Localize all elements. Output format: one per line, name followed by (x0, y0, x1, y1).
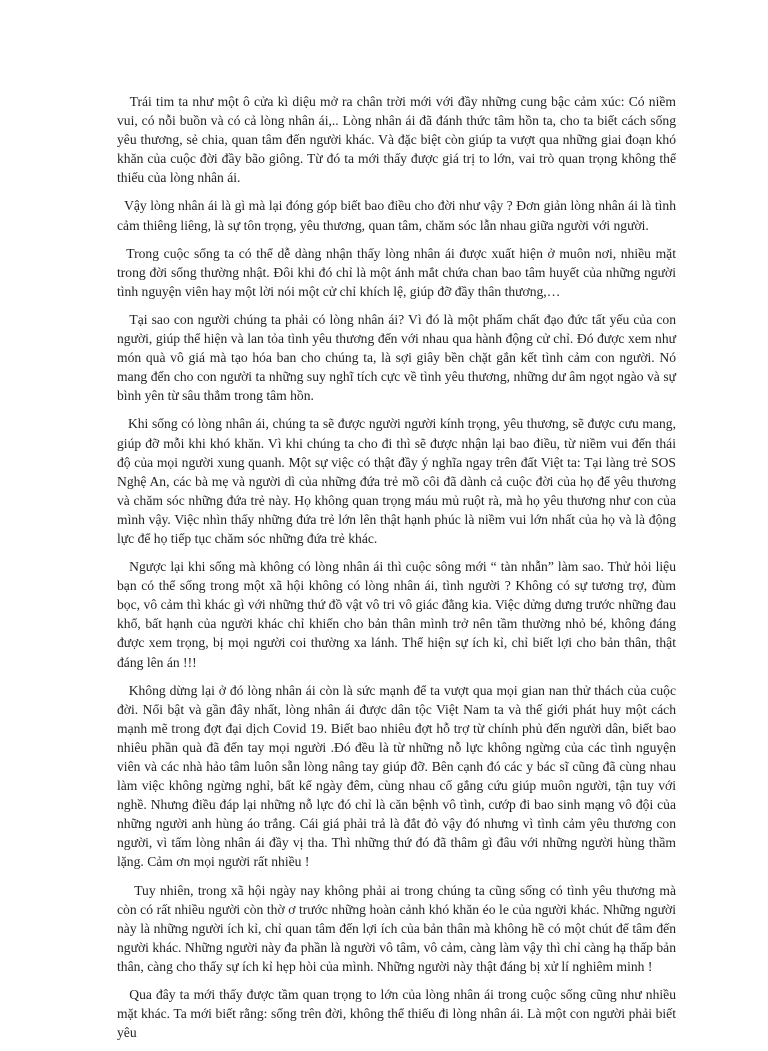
paragraph-3: Trong cuộc sống ta có thể dễ dàng nhận thấy lòng nhân ái được xuất hiện ở muôn nơi, nhiều mặt trong đời sống thường nhật. Đôi khi đó chỉ là một ánh mắt chứa chan bao tâm huyết của những người tình nguyện viên hay một lời nói một cử chỉ khích lệ, giúp đỡ đầy thân thương,… (117, 245, 680, 299)
paragraph-5: Khi sống có lòng nhân ái, chúng ta sẽ được người người kính trọng, yêu thương, sẽ được cưu mang, giúp đỡ mỗi khi khó khăn. Vì khi chúng ta cho đi thì sẽ được nhận lại bao điều, từ niềm vui đến thái độ của mọi người xung quanh. Một sự việc có thật đầy ý nghĩa ngay trên đất Việt ta: Tại làng trẻ SOS Nghệ An, các bà mẹ và người dì của những đứa trẻ mồ côi đã dành cả cuộc đời của họ để yêu thương và chăm sóc những đứa trẻ này. Họ không quan trọng máu mủ ruột rà, mà họ yêu thương như con của mình vậy. Việc nhìn thấy những đứa trẻ lớn lên thật hạnh phúc là niềm vui lớn nhất của họ và là động lực để họ tiếp tục chăm sóc những đứa trẻ khác. (117, 416, 680, 546)
paragraph-6: Ngược lại khi sống mà không có lòng nhân ái thì cuộc sông mới “ tàn nhẫn” làm sao. Thử hỏi liệu bạn có thể sống trong một xã hội không có lòng nhân ái, tình người ? Không có sự tương trợ, đùm bọc, vô cảm thì khác gì với những thứ đồ vật vô tri vô giác đằng kia. Việc dửng dưng trước những đau khổ, bất hạnh của người khác chỉ khiến cho bản thân mình trở nên tầm thường nhỏ bé, không đáng được xem trọng, bị mọi người coi thường xa lánh. Thể hiện sự ích kỉ, chỉ biết lợi cho bản thân, thật đáng lên án !!! (117, 559, 680, 670)
paragraph-4: Tại sao con người chúng ta phải có lòng nhân ái? Vì đó là một phẩm chất đạo đức tất yếu của con người, giúp thể hiện và lan tỏa tình yêu thương đến với nhau qua hành động cử chỉ. Đó được xem như món quà vô giá mà tạo hóa ban cho chúng ta, là sợi giây bền chặt gắn kết tình cảm con người. Nó mang đến cho con người ta những suy nghĩ tích cực về tình yêu thương, những dư âm ngọt ngào và sự bình yên từ sâu thẳm trong tâm hồn. (117, 311, 680, 404)
document-body (117, 92, 680, 1051)
paragraph-8: Tuy nhiên, trong xã hội ngày nay không phải ai trong chúng ta cũng sống có tình yêu thương mà còn có rất nhiều người còn thờ ơ trước những hoàn cảnh khó khăn éo le của người khác. Những người này là những người ích kỉ, chỉ quan tâm đến lợi ích của bản thân mà không hề có một chút để tâm đến người khác. Những người này đa phần là người vô tâm, vô cảm, càng làm vậy thì chỉ càng hạ thấp bản thân, càng cho thấy sự ích kỉ hẹp hòi của mình. Những người này thật đáng bị xử lí nghiêm minh ! (117, 882, 680, 974)
paragraph-7: Không dừng lại ở đó lòng nhân ái còn là sức mạnh để ta vượt qua mọi gian nan thử thách của cuộc đời. Nổi bật và gần đây nhất, lòng nhân ái được dân tộc Việt Nam ta và thế giới phát huy một cách mạnh mẽ trong đợt đại dịch Covid 19. Biết bao nhiêu đợt hỗ trợ từ chính phủ đến người dân, biết bao nhiêu phần quà đã đến tay mọi người .Đó đều là từ những nỗ lực không ngừng của các tình nguyện viên và các nhà hảo tâm luôn sẵn lòng nâng tay giúp đỡ. Bên cạnh đó các y bác sĩ cũng đã cùng nhau làm việc không ngừng nghỉ, bất kể ngày đêm, cùng nhau cố gắng cứu giúp muôn người, tận tuy với nghề. Nhưng điều đáp lại những nỗ lực đó chỉ là căn bệnh vô tình, cướp đi bao sinh mạng vô đội của những người anh hùng áo trắng. Cái giá phải trả là đắt đỏ vậy đó nhưng vì tình cảm yêu thương con người, vì tấm lòng nhân ái đầy vị tha. Thì những thứ đó đã thâm gì đâu với những người hùng thầm lặng. Cảm ơn mọi người rất nhiều ! (117, 682, 680, 870)
paragraph-2: Vậy lòng nhân ái là gì mà lại đóng góp biết bao điều cho đời như vậy ? Đơn giản lòng nhân ái là tình cảm thiêng liêng, là sự tôn trọng, yêu thương, quan tâm, chăm sóc lẫn nhau giữa người với người. (117, 198, 680, 233)
paragraph-1: Trái tim ta như một ô cửa kì diệu mở ra chân trời mới với đầy những cung bậc cảm xúc: Có niềm vui, có nỗi buồn và có cả lòng nhân ái,.. Lòng nhân ái đã đánh thức tâm hồn ta, cho ta biết cách sống yêu thương, sẻ chia, quan tâm đến người khác. Và đặc biệt còn giúp ta vượt qua những giai đoạn khó khăn của cuộc đời đầy bão giông. Từ đó ta mới thấy được giá trị to lớn, vai trò quan trọng không thể thiếu của lòng nhân ái. (117, 94, 680, 186)
paragraph-9: Qua đây ta mới thấy được tầm quan trọng to lớn của lòng nhân ái trong cuộc sống cũng như nhiều mặt khác. Ta mới biết rằng: sống trên đời, không thể thiếu đi lòng nhân ái. Là một con người phải biết yêu (117, 987, 680, 1041)
